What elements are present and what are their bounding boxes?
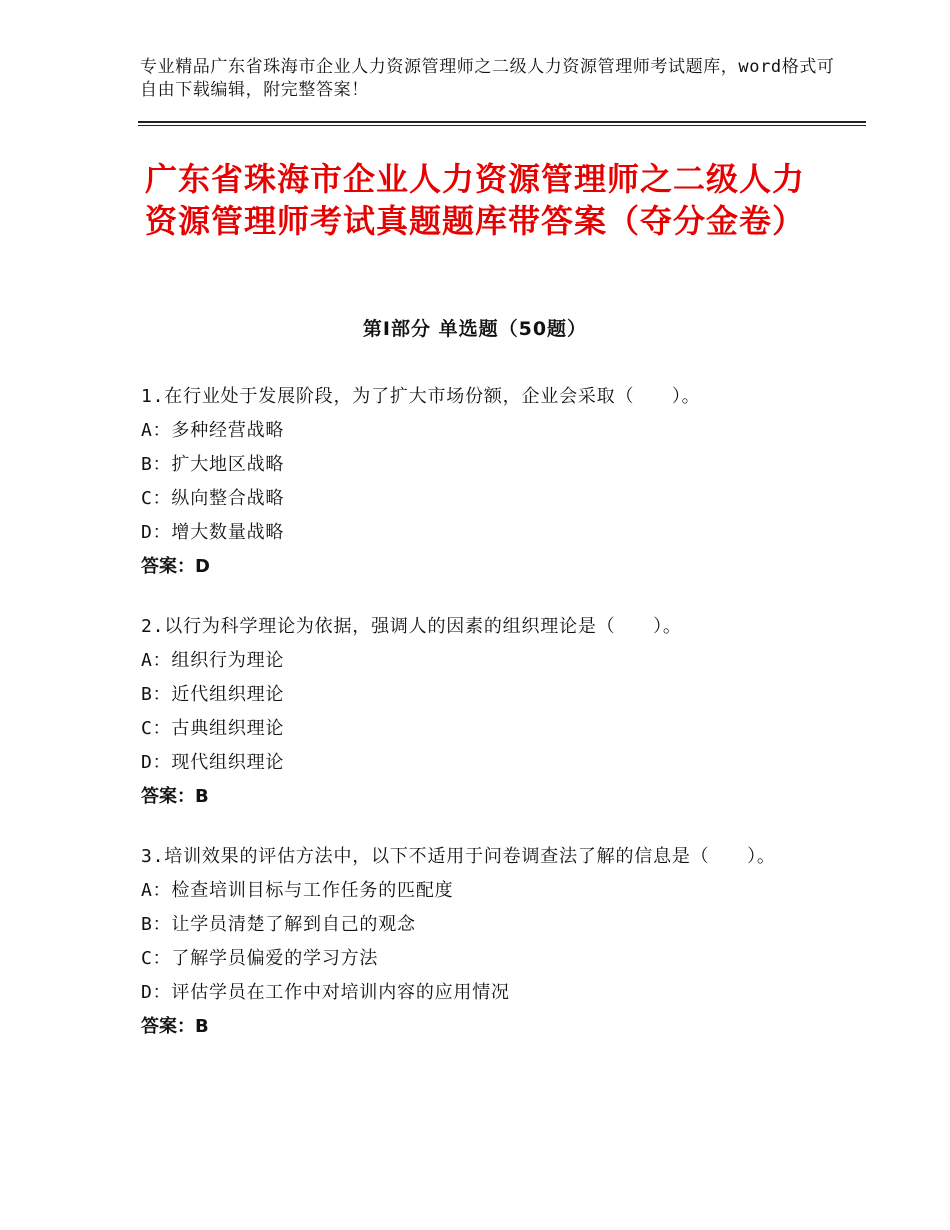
option-a: A：检查培训目标与工作任务的匹配度 xyxy=(141,880,454,901)
question-3 xyxy=(141,840,841,1044)
answer-label: 答案： xyxy=(141,786,195,807)
answer xyxy=(141,1010,841,1044)
answer-label: 答案： xyxy=(141,556,195,577)
option-c: C：了解学员偏爱的学习方法 xyxy=(141,948,379,969)
header-divider-thin xyxy=(138,125,866,126)
answer-label: 答案： xyxy=(141,1016,195,1037)
document-title: 广东省珠海市企业人力资源管理师之二级人力资源管理师考试真题题库带答案（夺分金卷） xyxy=(144,160,805,240)
answer xyxy=(141,550,841,584)
question-text: 2.以行为科学理论为依据，强调人的因素的组织理论是（ ）。 xyxy=(141,616,682,637)
option-b: B：扩大地区战略 xyxy=(141,454,285,475)
header-note: 专业精品广东省珠海市企业人力资源管理师之二级人力资源管理师考试题库，word格式可自由下载编辑，附完整答案！ xyxy=(140,57,835,100)
section-title: 第Ⅰ部分 单选题（50题） xyxy=(362,318,588,340)
answer-value: B xyxy=(195,1016,209,1037)
option-c: C：纵向整合战略 xyxy=(141,488,285,509)
question-text: 3.培训效果的评估方法中，以下不适用于问卷调查法了解的信息是（ ）。 xyxy=(141,846,776,867)
question-list xyxy=(141,380,841,1070)
question-2 xyxy=(141,610,841,814)
option-d: D：增大数量战略 xyxy=(141,522,285,543)
option-a: A：多种经营战略 xyxy=(141,420,285,441)
option-d: D：现代组织理论 xyxy=(141,752,285,773)
answer-value: B xyxy=(195,786,209,807)
option-d: D：评估学员在工作中对培训内容的应用情况 xyxy=(141,982,510,1003)
answer xyxy=(141,780,841,814)
option-a: A：组织行为理论 xyxy=(141,650,285,671)
question-1 xyxy=(141,380,841,584)
option-b: B：让学员清楚了解到自己的观念 xyxy=(141,914,416,935)
option-c: C：古典组织理论 xyxy=(141,718,285,739)
question-text: 1.在行业处于发展阶段，为了扩大市场份额，企业会采取（ ）。 xyxy=(141,386,701,407)
header-divider xyxy=(138,121,866,123)
answer-value: D xyxy=(195,556,210,577)
option-b: B：近代组织理论 xyxy=(141,684,285,705)
